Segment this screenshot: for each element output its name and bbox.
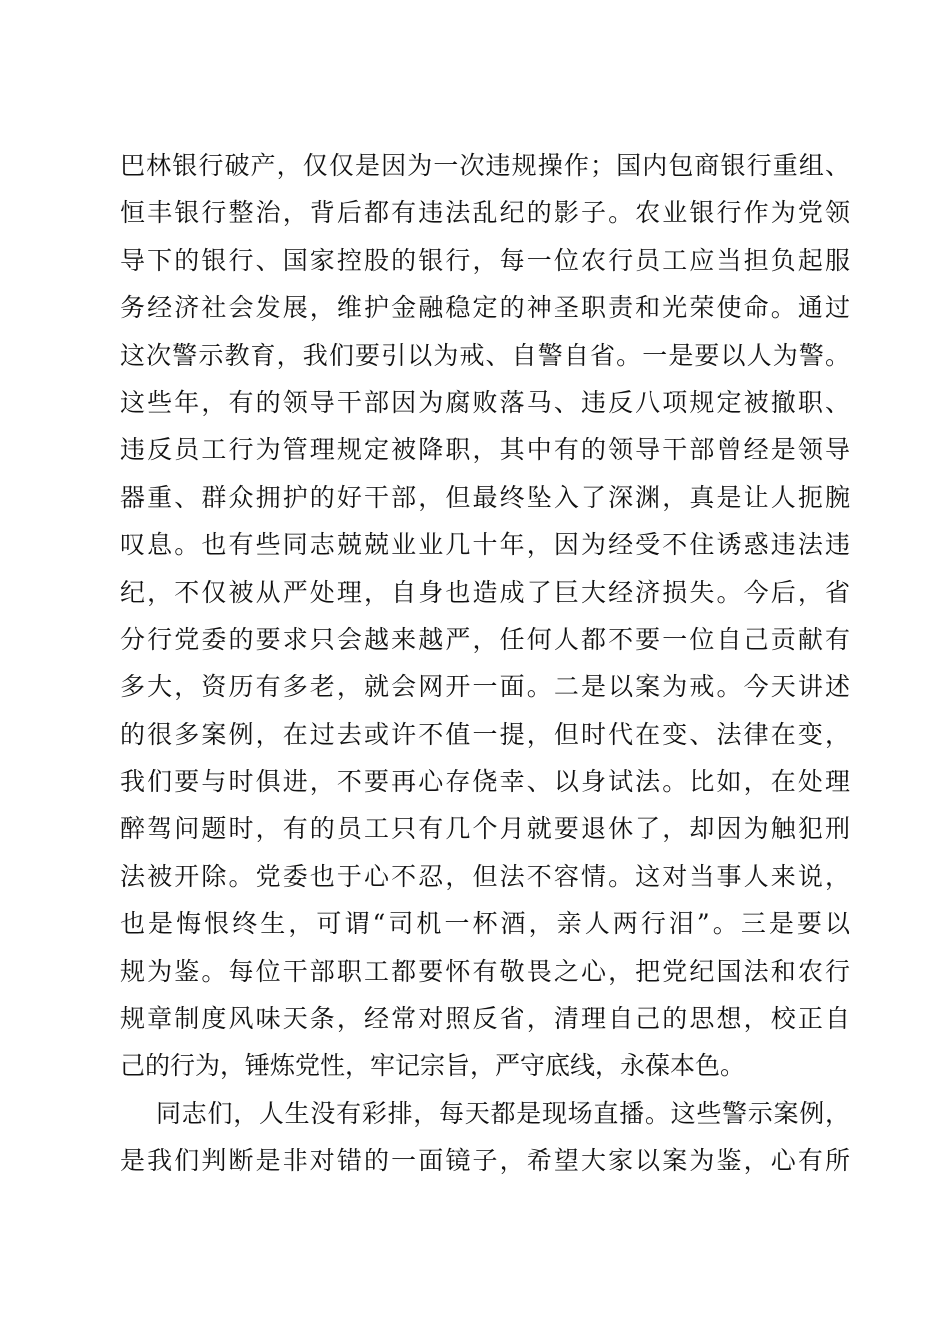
text-line: 我们要与时俱进，不要再心存侥幸、以身试法。比如，在处理 bbox=[120, 767, 850, 797]
paragraph bbox=[120, 1090, 850, 1185]
text-line: 分行党委的要求只会越来越严，任何人都不要一位自己贡献有 bbox=[120, 624, 850, 654]
text-line: 是我们判断是非对错的一面镜子，希望大家以案为鉴，心有所 bbox=[120, 1146, 850, 1176]
text-line: 己的行为，锤炼党性，牢记宗旨，严守底线，永葆本色。 bbox=[120, 1051, 746, 1081]
text-line: 器重、群众拥护的好干部，但最终坠入了深渊，真是让人扼腕 bbox=[120, 482, 850, 512]
text-line: 这些年，有的领导干部因为腐败落马、违反八项规定被撤职、 bbox=[120, 387, 850, 417]
text-line: 多大，资历有多老，就会网开一面。二是以案为戒。今天讲述 bbox=[120, 672, 850, 702]
text-line: 务经济社会发展，维护金融稳定的神圣职责和光荣使命。通过 bbox=[120, 293, 850, 323]
text-line: 醉驾问题时，有的员工只有几个月就要退休了，却因为触犯刑 bbox=[120, 814, 850, 844]
text-line: 法被开除。党委也于心不忍，但法不容情。这对当事人来说， bbox=[120, 861, 850, 891]
text-line: 这次警示教育，我们要引以为戒、自警自省。一是要以人为警。 bbox=[120, 340, 850, 370]
text-line: 巴林银行破产，仅仅是因为一次违规操作；国内包商银行重组、 bbox=[120, 151, 850, 180]
text-line: 规为鉴。每位干部职工都要怀有敬畏之心，把党纪国法和农行 bbox=[120, 956, 850, 986]
text-line: 同志们，人生没有彩排，每天都是现场直播。这些警示案例， bbox=[156, 1098, 850, 1128]
text-line: 规章制度风味天条，经常对照反省，清理自己的思想，校正自 bbox=[120, 1004, 850, 1034]
paragraph bbox=[120, 142, 850, 1090]
text-line: 的很多案例，在过去或许不值一提，但时代在变、法律在变， bbox=[120, 719, 850, 749]
text-line: 纪，不仅被从严处理，自身也造成了巨大经济损失。今后，省 bbox=[120, 577, 850, 607]
document-body bbox=[120, 142, 850, 1185]
text-line: 导下的银行、国家控股的银行，每一位农行员工应当担负起服 bbox=[120, 245, 850, 275]
text-line: 也是悔恨终生，可谓“司机一杯酒，亲人两行泪”。三是要以 bbox=[120, 909, 850, 939]
text-line: 叹息。也有些同志兢兢业业几十年，因为经受不住诱惑违法违 bbox=[120, 530, 850, 560]
text-line: 违反员工行为管理规定被降职，其中有的领导干部曾经是领导 bbox=[120, 435, 850, 465]
text-line: 恒丰银行整治，背后都有违法乱纪的影子。农业银行作为党领 bbox=[120, 198, 850, 228]
